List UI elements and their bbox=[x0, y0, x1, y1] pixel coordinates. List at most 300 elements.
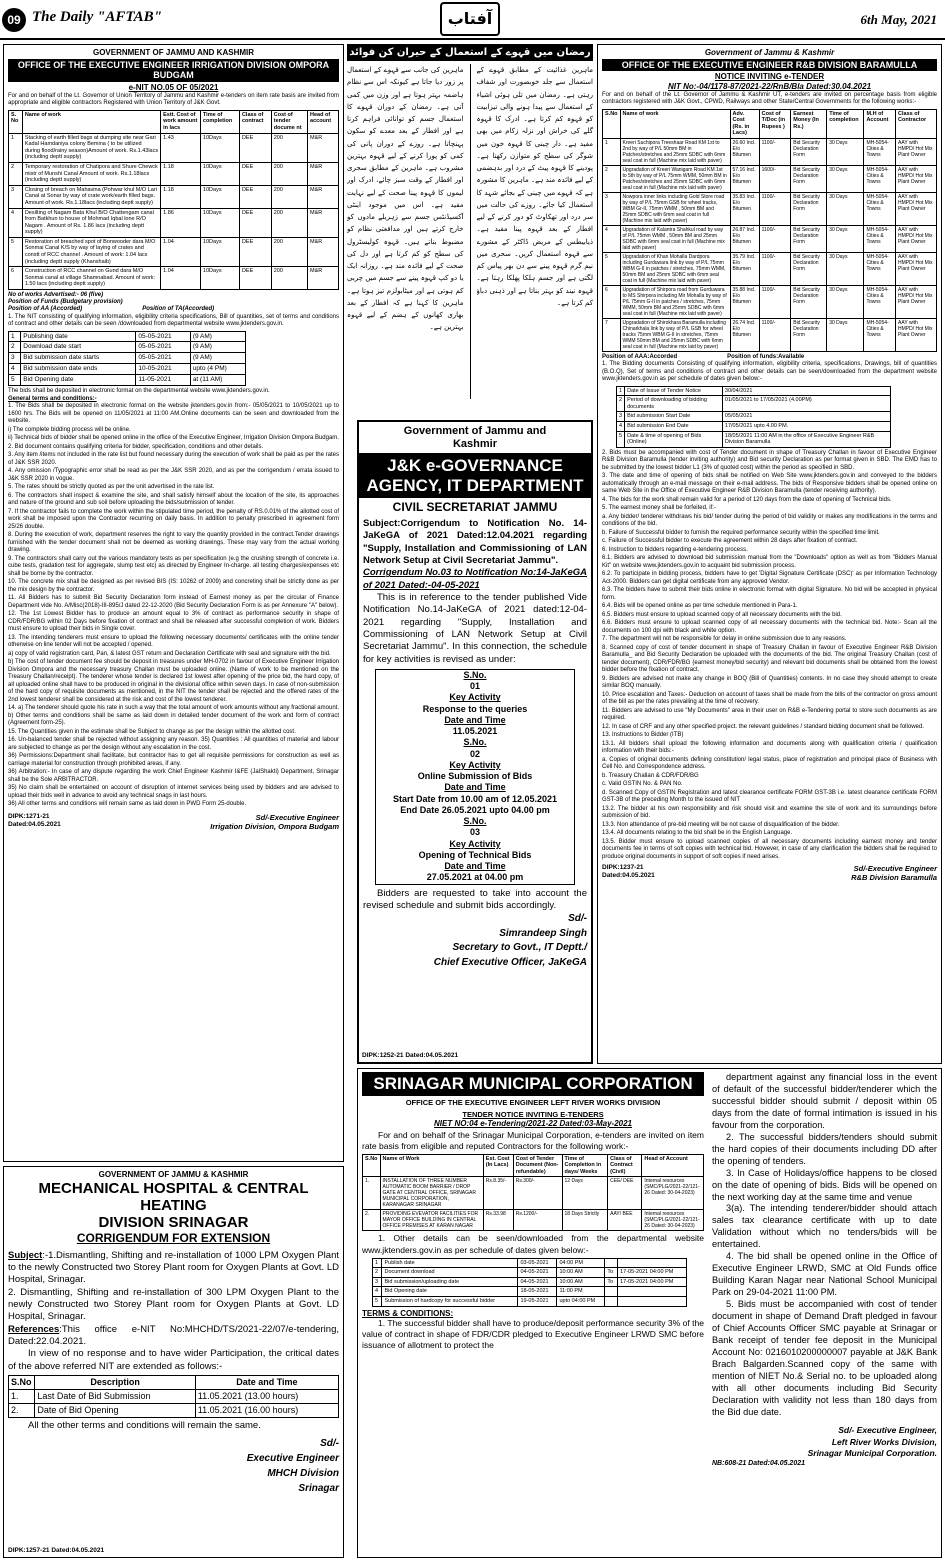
table-cell bbox=[605, 1296, 618, 1306]
table-cell: MH-5054-Cities & Towns bbox=[864, 285, 896, 318]
schedule-no-2: 02 bbox=[469, 748, 480, 759]
table-cell: 3 bbox=[9, 185, 23, 208]
term-paragraph: 6.4. Bids will be opened online as per time schedule mentioned in Para-1. bbox=[602, 603, 798, 610]
table-cell: 01/05/2021 to 17/05/2021 (4.00PM) bbox=[722, 396, 890, 412]
table-row bbox=[9, 208, 339, 237]
table-cell: 04-05-2021 bbox=[518, 1268, 557, 1278]
table-row bbox=[617, 396, 891, 412]
mech-sig2: MHCH Division bbox=[267, 1467, 339, 1479]
schedule-key-activity-label: Key Activity bbox=[449, 692, 501, 703]
table-cell: 1.86 bbox=[161, 208, 201, 237]
table-cell: 1 bbox=[603, 138, 621, 165]
term-paragraph: 11. All Bidders has to submit Bid Security Declaration form instead of Earnest money as per the circular of Finance Department vide No. A/Misc(2018)-III-895/J dated 22-12-2020 (Bid Security Declaration Form is as per Annexure "A" below). bbox=[8, 595, 339, 609]
table-cell bbox=[605, 1258, 618, 1268]
jkega-sig1: Secretary to Govt., IT Deptt./ bbox=[452, 942, 587, 954]
column-header: S.No bbox=[363, 1154, 381, 1177]
term-paragraph: 36) Permissions:Department shall facilitate, but contractor has to get all requisite permissions for construction as well as carriage material for construction through prohibited areas, if any. bbox=[8, 753, 339, 767]
table-cell: at (11 AM) bbox=[190, 374, 246, 385]
table-cell: 35.88 Incl. E/o Bitumen bbox=[730, 285, 759, 318]
schedule-sno-label: S.No. bbox=[463, 669, 487, 680]
table-cell: AAY with HMPD/ Hot Mix Plant Owner bbox=[896, 252, 937, 285]
term-paragraph: 1. The Bids shall be deposited in electronic format on the website jktenders.gov.in from:- 05/05/2021 to 10/05/2021 up to 1600 hrs. The Bids will be opened on 11/05/2021 at 11:00 AM.Online documents can be seen and downloaded from the website. bbox=[8, 403, 339, 425]
table-cell: 05-05-2021 bbox=[136, 353, 190, 364]
term-paragraph: 7. If the contractor fails to complete the work within the stipulated time period, the penalty of RS.0.01% of the allotted cost of work shall be imposed upon the Contractor recurring on daily basis. In addition to penalty prescribed in agreement form 25/26 double. bbox=[8, 508, 339, 530]
table-cell: 2 bbox=[617, 396, 625, 412]
smc-tc1: 1. The successful bidder shall have to produce/deposit performance security 3% of the value of contract in shape of FDR/CDR pledged to Executive Engineer LRWD SMC before issuance of allotment to protect the bbox=[362, 1318, 704, 1351]
schedule-activity-2: Online Submission of Bids bbox=[417, 771, 533, 782]
table-row bbox=[9, 133, 339, 162]
table-cell: Publish date bbox=[382, 1258, 518, 1268]
table-cell: 200 bbox=[271, 133, 307, 162]
term-paragraph: 7. The department will not be responsible for delay in online submission due to any reasons. bbox=[602, 636, 847, 643]
table-cell: DEE bbox=[239, 162, 271, 185]
table-cell: AAY/ BEE bbox=[608, 1210, 642, 1231]
mech-other: All the other terms and conditions will remain the same. bbox=[28, 1419, 261, 1431]
term-paragraph: 35) No claim shall be entertained on account of disruption of internet services being used by bidders and are advised to upload their bids well in advance to avoid any technical snags in last hours. bbox=[8, 785, 339, 799]
table-cell: M&R bbox=[308, 133, 339, 162]
table-row bbox=[603, 165, 937, 192]
irrigation-tender-notice bbox=[3, 44, 344, 1162]
table-cell: 30 Days bbox=[827, 192, 864, 225]
term-paragraph: 2. The successful bidders/tenders should submit the hard copies of their documents including DD after the opening of tenders. bbox=[712, 1131, 937, 1166]
mech-sig3: Srinagar bbox=[298, 1482, 339, 1494]
table-cell: 05-05-2021 bbox=[136, 331, 190, 342]
table-cell: Date & time of opening of Bids (Online) bbox=[625, 431, 723, 447]
table-cell: AAY with HMPD/ Hot Mix Plant Owner bbox=[896, 285, 937, 318]
table-cell: 5 bbox=[9, 374, 21, 385]
irrigation-para1: 1. The NIT consisting of qualifying information, eligibility criteria specifications, Bill of quantities, set of terms and conditions of contract and other details can be seen /downloaded from departmental website www.jktenders.gov.in. bbox=[8, 313, 339, 328]
term-paragraph: 3(a). The intending tenderer/bidder should attach sales tax clearance certificate with up to date Validation without which no tenders/bids will be entertained. bbox=[712, 1203, 937, 1250]
jkega-corrigendum-notice bbox=[357, 420, 593, 1064]
schedule-no-1: 01 bbox=[469, 681, 480, 692]
term-paragraph: 4. Any omission /Typographic error shall be read as per the J&K SSR 2020, and as per the corrigendum / errata issued to J&K SSR 2020 in vogue. bbox=[8, 468, 339, 482]
table-cell: DEE bbox=[239, 185, 271, 208]
table-cell: 30 Days bbox=[827, 165, 864, 192]
table-cell: M&R bbox=[308, 162, 339, 185]
smc-tc-head: TERMS & CONDITIONS: bbox=[362, 1308, 454, 1318]
mech-sd: Sd/- bbox=[320, 1437, 339, 1449]
mech-th-date: Date and Time bbox=[195, 1376, 338, 1390]
table-cell: (9 AM) bbox=[190, 342, 246, 353]
schedule-activity-3: Opening of Technical Bids bbox=[418, 849, 532, 860]
mech-dipk: DIPK:1257-21 Dated:04.05.2021 bbox=[8, 1547, 105, 1555]
table-row bbox=[373, 1287, 687, 1297]
schedule-sno-label: S.No. bbox=[463, 737, 487, 748]
term-paragraph: 14. a) The tenderer should quote his rate in such a way that the total amount of work amounts without any fractional amount. b) Other terms and conditions shall be same as laid down in detailed tender document of the work and form of contract (Agreement form-25). bbox=[8, 705, 339, 727]
table-cell: 35.83 Incl. E/o Bitumen bbox=[730, 192, 759, 225]
jkega-body: This is in reference to the tender published Vide Notification No.14-JaKeGA of 2021 dated:12-04-2021 regarding "Supply, Installation and Commissioning of LAN Network Setup at Civil Secretariat Jammu". In this connection, the schedule for key activities is revised as under: bbox=[363, 591, 587, 665]
table-cell: MH-5054-Cities & Towns bbox=[864, 225, 896, 252]
term-paragraph: d. Scanned Copy of GSTIN Registration and latest clearance certificate FORM GST-3B i.e. latest clearance certificate FORM GST-3B of the preceding Month to the issued of NIT bbox=[602, 789, 937, 804]
table-cell: Bid Security Declaration Form bbox=[791, 225, 827, 252]
column-header: Head of Account bbox=[642, 1154, 704, 1177]
irrigation-works-table bbox=[8, 110, 339, 290]
term-paragraph: a. Copies of original documents defining constitution/ legal status, place of registration and principal place of Business with Cell No. and Correspondence address. bbox=[602, 756, 937, 771]
smc-right-column bbox=[712, 1072, 937, 1469]
column-header: Head of account bbox=[308, 110, 339, 133]
table-cell: 4 bbox=[9, 363, 21, 374]
term-paragraph: department against any financial loss in the event of default of the successful bidder/tenderer which the successful bidder should submit / deposit within 05 days from the date of formal intimation is issued in his favour from the corporation. bbox=[712, 1072, 937, 1130]
rb-intro: For and on behalf of the Lt. Governor of Jammu & Kashmir UT, e-tenders are invited on percentage basis from eligible contractors registered with J&K Govt., CPWD, Railways and other State/Central Governments for the following works:- bbox=[602, 91, 937, 106]
table-cell: 200 bbox=[271, 185, 307, 208]
table-cell: 30 Days bbox=[827, 285, 864, 318]
urdu-column-right: ماہرین غذائیت کے مطابق قہوے کے استعمال سے جلد خوبصورت اور شفاف رہتی ہے۔ رمضان میں تلی ہوئی اشیاء کے استعمال سے پیدا ہونے والی تیزابیت کو قہوہ کم کرتا ہے۔ ادرک کا قہوہ گلے کی خراش اور نزلہ زکام میں بھی مفید ہے۔ دار چینی کا قہوہ خون میں شوگر کی سطح کو متوازن رکھتا ہے۔ پودینے کا قہوہ پیٹ کے درد اور بدہضمی کے لیے فائدہ مند ہے۔ ماہرین کا مشورہ ہے کہ قہوے میں چینی کے بجائے شہد کا استعمال کیا جائے۔ روزے کی حالت میں سر درد اور تھکاوٹ کو دور کرنے کے لیے افطار کے بعد قہوہ پینا مفید ہے۔ ذیابیطس کے مریض ڈاکٹر کے مشورے سے قہوہ استعمال کریں۔ سحری میں نیم گرم قہوہ پینے سے دن بھر پیاس کم لگتی ہے اور جسم ہلکا پھلکا رہتا ہے۔ قہوہ نیند کو بہتر بناتا ہے اور ذہنی دباؤ کم کرتا ہے۔ bbox=[476, 66, 593, 307]
table-cell: 1100/- bbox=[759, 192, 791, 225]
table-row bbox=[603, 225, 937, 252]
table-cell: Bid Security Declaration Form bbox=[791, 192, 827, 225]
table-row: 2. Date of Bid Opening 11.05.2021 (16.00 hours) bbox=[9, 1403, 339, 1417]
table-cell: 18-05-2021 bbox=[518, 1287, 557, 1297]
term-paragraph: 6.2. To participate in bidding process, bidders have to get 'Digital Signature Certificate (DSC)' as per Information Technology Act-2000. Bidders can get digital certificate from any approved Vendor. bbox=[602, 571, 937, 585]
schedule-date-2b: End Date 26.05.2021 upto 04.00 pm bbox=[400, 804, 550, 815]
irrigation-terms bbox=[8, 403, 339, 809]
table-cell: DEE bbox=[239, 208, 271, 237]
table-cell: DEE bbox=[239, 133, 271, 162]
irrigation-ta: Position of TA(Accorded) bbox=[142, 306, 215, 313]
rb-para1: 1. The Bidding documents Consisting of qualifying information, eligibility criteria, specifications, Drawings, bill of quantities (B.O.Q), Set of terms and conditions of contract and other details can be seen/downloaded from the department website www.jktenders.gov.in as per schedule of dates given below:- bbox=[602, 361, 937, 383]
table-cell: 1. bbox=[363, 1177, 381, 1210]
table-cell: 2 bbox=[9, 342, 21, 353]
term-paragraph: b. Treasury Challan & CDR/FDR/BG bbox=[602, 772, 699, 779]
table-cell: 3 bbox=[9, 353, 21, 364]
table-cell: Temporary restoration of Chatipora and Shure Chewck mistr of Munshi Canal Amount of work. Rs.1.18lacs (including deptt supply) bbox=[22, 162, 160, 185]
table-cell: Closing of breach on Mahavina (Pohwar khul M/O Lari Canal at Sonar by way of crate work/earth filled bags. Amount of work. Rs.1.18lacs (including deptt supply) bbox=[22, 185, 160, 208]
term-paragraph: 3. In Case of Holidays/office happens to be closed on the date of opening of bids. Bids will be opened on the next working day at the same time and venue bbox=[712, 1167, 937, 1202]
rb-nit: NIT No:-04/1178-87/2021-22/RnB/Bla Dated:30.04.2021 bbox=[667, 81, 872, 91]
table-cell: 05-05-2021 bbox=[136, 342, 190, 353]
schedule-activity-1: Response to the queries bbox=[422, 703, 528, 714]
table-cell: 1100/- bbox=[759, 252, 791, 285]
column-header: Cost of Tender Document (Non-refundable) bbox=[513, 1154, 562, 1177]
term-paragraph: 3. Any item /items not included in the rate list but found necessary during the execution of work shall be paid as per the rates of J&K SSR 2020. bbox=[8, 452, 339, 466]
jkega-title3: CIVIL SECRETARIAT JAMMU bbox=[392, 500, 558, 515]
table-cell: Construction of RCC channel on Gund dara M/O Sonmai canal at village Shamnabad. Amount of work: 1.50 lacs (including deptt supply) bbox=[22, 267, 160, 290]
table-row bbox=[617, 431, 891, 447]
table-cell: 4 bbox=[617, 422, 625, 432]
table-cell: 17/05/2021 upto 4.00 PM. bbox=[722, 422, 890, 432]
term-paragraph: 6. Instruction to bidders regarding e-tendering process. bbox=[602, 546, 748, 553]
table-cell bbox=[618, 1287, 687, 1297]
table-cell: Upgradation of Khan Mohalla Dardpora including Gurduwara link by way of P/L 75mm WBM G-II in patches / stretches, 75mm WMM, 50mm BM and 25mm SDBC with 6mm seal coat in full (Machine mix laid with paver) bbox=[620, 252, 730, 285]
schedule-date-label: Date and Time bbox=[444, 782, 506, 793]
term-paragraph: 8. Scanned copy of cost of tender document in shape of Treasury Challan in favour of Executive Engineer R&B Division Baramulla_ and Bid Security Declaration be uploaded with the documents of the bid. The original Treasury Challan (cost of tender document), CDR/FDR/BG (earnest money/bid security) and relevant bid documents shall be obtained from the lowest bidder before the fixation of contract. bbox=[602, 644, 937, 674]
table-row bbox=[603, 285, 937, 318]
table-row bbox=[9, 353, 246, 364]
table-cell: MH-5054-Cities & Towns bbox=[864, 138, 896, 165]
term-paragraph: 5. Bids must be accompanied with cost of tender document in shape of Demand Draft pledged in favour of Chief Accounts Officer SMC payable at Srinagar or Bank receipt of tender fee deposit in the Municipal Account No: 0216010200000007 payable at J&K Bank Brach Balgarden.Scanned copy of the same with mention of NIET No.& Serial no. to be uploaded along with all other documents including Bid Security Declaration with validity not less than 180 days from the Bid due date. bbox=[712, 1299, 937, 1417]
term-paragraph: b. Failure of Successful bidder to furnish the required performance security within the specified time limit. bbox=[602, 529, 880, 536]
jkega-sd: Sd/- bbox=[568, 913, 587, 925]
table-cell: Upgradation of Shirpora road from Gurduwara to MS Shirpora including Mir Mohalla by way of P/L 75mm G-II in patches / stretches, 75mm WMM, 50mm BM and 25mm SDBC with 6mm seal coat in full (Machine mix laid with paver) bbox=[620, 285, 730, 318]
table-cell: MH-5054-Cities & Towns bbox=[864, 192, 896, 225]
mech-th-desc: Description bbox=[35, 1376, 195, 1390]
table-cell: M&R bbox=[308, 237, 339, 266]
table-cell: To bbox=[605, 1268, 618, 1278]
jkega-title1: J&K e-GOVERNANCE bbox=[387, 456, 563, 476]
smc-office: OFFICE OF THE EXECUTIVE ENGINEER LEFT RIVER WORKS DIVISION bbox=[405, 1098, 661, 1107]
table-cell: AAY with HMPD/ Hot Mix Plant Owner bbox=[896, 192, 937, 225]
irrigation-sig2: Irrigation Division, Ompora Budgam bbox=[210, 821, 339, 831]
table-cell: 1600/- bbox=[759, 165, 791, 192]
mech-title2: DIVISION SRINAGAR bbox=[98, 1214, 249, 1232]
table-cell: Desilting of Nagam Bata Khul B/O Chattengam canal from Batkhun to house of Mohmad Iqbal lone R/O Nagam . Amount of Rs. 1.86 lacs (including deptt supply) bbox=[22, 208, 160, 237]
table-cell: AAY with HMPD/ Hot Mix Plant Owner bbox=[896, 165, 937, 192]
column-header: Name of Work bbox=[380, 1154, 483, 1177]
table-cell: 1.43 bbox=[161, 133, 201, 162]
table-row bbox=[603, 138, 937, 165]
smc-tender-notice bbox=[357, 1068, 942, 1558]
table-cell: 1.04 bbox=[161, 237, 201, 266]
table-cell: 03-05-2021 bbox=[518, 1258, 557, 1268]
term-paragraph: 3. The date and time of opening of bids shall be notified on Web Site www.jktenders.gov.in and conveyed to the bidders automatically through an e-mail message on their e-mail address. The bids of Responsive bidders shall be opened online on same Web Site in the Office of Executive Engineer R&B Division Baramulla (tender receiving authority). bbox=[602, 473, 937, 495]
term-paragraph: 6.3. The bidders have to submit their bids online in electronic format with digital Signature. No bid will be accepted in physical form. bbox=[602, 587, 937, 601]
term-paragraph: 5. The rates should be strictly quoted as per the unit advertised in the rate list. bbox=[8, 484, 215, 491]
schedule-date-2a: Start Date from 10.00 am of 12.05.2021 bbox=[392, 793, 558, 804]
irrigation-dated: Dated:04.05.2021 bbox=[8, 820, 61, 828]
table-cell: 1.18 bbox=[161, 162, 201, 185]
table-cell: Rs.33.98 bbox=[483, 1210, 513, 1231]
schedule-sno-label: S.No. bbox=[463, 816, 487, 827]
table-cell: 10Days bbox=[200, 185, 239, 208]
mech-ref: :This office e-NIT No:MHCHD/TS/2021-22/07/e-tendering, Dated:22.04.2021. bbox=[8, 1323, 339, 1348]
table-row bbox=[9, 267, 339, 290]
table-row bbox=[9, 374, 246, 385]
column-header: Est. Cost (In Lacs) bbox=[483, 1154, 513, 1177]
column-header: Class of contract bbox=[239, 110, 271, 133]
term-paragraph: ii) Technical bids of bidder shall be opened online in the office of the Executive Engineer, Irrigation Division Ompora Budgam. bbox=[8, 435, 339, 442]
table-cell: Bid submission Start Date bbox=[625, 412, 723, 422]
schedule-key-activity-label: Key Activity bbox=[449, 838, 501, 849]
table-cell: 05/05/2021 bbox=[722, 412, 890, 422]
term-paragraph: 13. The intending tenderers must ensure to upload the following necessary documents/ certificates with the online tender otherwise on line tender will not be accepted / opened. bbox=[8, 634, 339, 649]
term-paragraph: 12. The 1st Lowest Bidder has to produce an amount equal to 3% of contract as performance security in shape of CDR/FDR/BG within 02 Days before fixation of contract and shall be released after successful completion of work. Bidders must ensure to upload their bids in Single cover. bbox=[8, 611, 339, 633]
table-cell: Upgradation of Kalantra Shahkul road by way of P/L 75mm WMM , 50mm BM and 25mm SDBC with 6mm seal coat in full (Machine mix laid with paver) bbox=[620, 225, 730, 252]
table-cell: 1 bbox=[9, 133, 23, 162]
column-header: Class of Contractor bbox=[896, 109, 937, 138]
table-cell: 200 bbox=[271, 208, 307, 237]
table-cell: Restoration of breached spot of Bonwooder dara M/O Sonmai Canal K/S by way of laying of crates and constt of RCC channel . Amount of work: 1.04 lacs (including deptt supply (Khanshaib) bbox=[22, 237, 160, 266]
column-header: Earnest Money (In Rs.) bbox=[791, 109, 827, 138]
rb-fundpos: Position of funds:Available bbox=[727, 353, 805, 360]
table-cell: Bid Security Declaration Form bbox=[791, 318, 827, 351]
schedule-date-label: Date and Time bbox=[444, 861, 506, 872]
table-cell bbox=[605, 1287, 618, 1297]
table-cell: Bid Opening date bbox=[21, 374, 136, 385]
table-cell: Period of downloading of bidding documents bbox=[625, 396, 723, 412]
term-paragraph: 6.5. Bidders must ensure to upload scanned copy of all necessary documents with the bid. bbox=[602, 611, 842, 618]
masthead-logo: آفتاب bbox=[440, 2, 500, 36]
smc-dates-table bbox=[372, 1258, 687, 1307]
table-cell: upto 04:00 PM bbox=[557, 1296, 605, 1306]
term-paragraph: c. Valid GSTIN No. & PAN No. bbox=[602, 781, 683, 788]
irrigation-office: OFFICE OF THE EXECUTIVE ENGINEER IRRIGATION DIVISION OMPORA BUDGAM bbox=[8, 59, 339, 83]
jkega-subject: Subject:Corrigendum to Notification No. 14-JaKeGA of 2021 Dated:12.04.2021 regarding "Supply, Installation and Commissioning of LAN Network Setup at Civil Secretariat Jammu". bbox=[363, 517, 587, 566]
table-cell: 18/05/2021 11:00 AM in the office of Executive Engineer R&B Division Baramulla bbox=[722, 431, 890, 447]
table-row bbox=[617, 386, 891, 396]
table-cell: 10:00 AM bbox=[557, 1268, 605, 1278]
table-cell: 10Days bbox=[200, 133, 239, 162]
table-cell: M&R bbox=[308, 185, 339, 208]
rb-aaa: Position of AAA:Accorded bbox=[602, 353, 678, 360]
jkega-sig2: Chief Executive Officer, JaKeGA bbox=[433, 956, 587, 968]
table-cell: 11-05-2021 bbox=[136, 374, 190, 385]
table-cell: Kreeri Suchipora Treeshaar Road KM 1st to 2nd by way of P/L 50mm BM in Patches/stretches and 25mm SDBC with 6mm seal coat in full (Machine mix laid with paver) bbox=[620, 138, 730, 165]
table-cell: 30 Days bbox=[827, 138, 864, 165]
table-row bbox=[373, 1277, 687, 1287]
column-header: Adv. Cost (Rs. in Lacs) bbox=[730, 109, 759, 138]
table-cell: 3 bbox=[617, 412, 625, 422]
rb-tender-notice bbox=[597, 44, 942, 1064]
schedule-date-1: 11.05.2021 bbox=[452, 726, 498, 737]
term-paragraph: 13.5. Bidder must ensure to upload scanned copies of all necessary documents including earnest money and tender documents fee in terms of soft copies with technical bid. However, in case of any clarification the bidders shall be required to produce original documents in support of soft copies if need arises. bbox=[602, 838, 937, 860]
mech-dates-table bbox=[8, 1375, 339, 1417]
term-paragraph: 16. Un-balanced tender shall be rejected without assigning any reason. 35) Quantities : All quantities of material and labour are subjected to change as per the design without any escalation in the cost. bbox=[8, 737, 339, 751]
rb-sig2: R&B Division Baramulla bbox=[851, 873, 937, 883]
table-row bbox=[603, 318, 937, 351]
table-cell: AAY with HMPD/ Hot Mix Plant Owner bbox=[896, 225, 937, 252]
table-cell: Submission of hardcopy for successful bidder bbox=[382, 1296, 518, 1306]
smc-sig2: Left River Works Division, bbox=[831, 1436, 937, 1447]
table-cell: Stacking of earth filled bags at dumping site near Gari Kadal Hamdaniya colony Bemina ( to be utilized during flood/rainy season)Amount of work. Rs.1.43lacs (including deptt supply) bbox=[22, 133, 160, 162]
table-cell: 1100/- bbox=[759, 138, 791, 165]
column-header: Cost of T/Doc (in Rupees ) bbox=[759, 109, 791, 138]
jkega-closing: Bidders are requested to take into account the revised schedule and submit bids accordingly. bbox=[363, 887, 587, 912]
table-cell: 10:00 AM bbox=[557, 1277, 605, 1287]
table-cell: 1.18 bbox=[161, 185, 201, 208]
table-cell: 1.04 bbox=[161, 267, 201, 290]
table-cell: Bid submission End Date bbox=[625, 422, 723, 432]
table-cell: INSTALLATION OF THREE NUMBER AUTOMATIC BOOM BARRIER / DROP GATE AT CENTRAL OFFICE, SRINAGAR MUNICIPAL CORPORATION, KARANAGAR SRINAGAR bbox=[380, 1177, 483, 1210]
rb-sig1: Sd/-Executive Engineer bbox=[853, 864, 937, 874]
table-row bbox=[9, 162, 339, 185]
table-cell: 30/04/2021 bbox=[722, 386, 890, 396]
irrigation-dipk: DIPK:1271-21 bbox=[8, 812, 50, 820]
table-cell: 1100/- bbox=[759, 285, 791, 318]
table-cell: Internal resources (SMC/PLG/2021-22/121-26 Dated: 30-04-2023) bbox=[642, 1177, 704, 1210]
term-paragraph: c. Failure of Successful bidder to execute the agreement within 28 days after fixation of contract. bbox=[602, 538, 858, 545]
table-cell: Upgradation of Kreeri Wanigam Road KM 1st to 5th by way of P/L 75mm WMM, 50mm BM in Patches/stretches and 25mm SDBC with 6mm seal coat in full (Machine mix laid with paver) bbox=[620, 165, 730, 192]
table-cell: 10Days bbox=[200, 267, 239, 290]
mech-govt: GOVERNMENT OF JAMMU & KASHMIR bbox=[98, 1170, 249, 1179]
term-paragraph: a) copy of valid registration card, Pan, & latest GST return and Declaration Certificate with seal and signature with the bid. bbox=[8, 650, 331, 657]
term-paragraph: 15. The Quantities given in the estimate shall be Subject to change as per the design within the allotted cost. bbox=[8, 728, 296, 735]
table-cell: Bid Security Declaration Form bbox=[791, 138, 827, 165]
irrigation-funds: Position of Funds (Budgetary provision) bbox=[8, 299, 123, 306]
jkega-title2: AGENCY, IT DEPARTMENT bbox=[366, 475, 584, 495]
table-cell: 10Days bbox=[200, 237, 239, 266]
table-cell: Document download bbox=[382, 1268, 518, 1278]
table-cell: 5 bbox=[603, 252, 621, 285]
table-cell: 200 bbox=[271, 162, 307, 185]
rb-office: OFFICE OF THE EXECUTIVE ENGINEER R&B DIVISION BARAMULLA bbox=[602, 59, 937, 72]
term-paragraph: 4. The bid shall be opened online in the Office of Executive Engineer LRWD, SMC at Old Funds office Building Karan Nagar near National School Municipal Park on 29-04-2021 11:00 PM. bbox=[712, 1251, 937, 1298]
term-paragraph: 6. The contractors shall inspect & examine the site, and shall satisfy himself about the location of the site, its approaches and nature of the ground and sub soil before uploading the bids/submission of tender. bbox=[8, 492, 339, 507]
table-cell: Bid Security Declaration Form bbox=[791, 285, 827, 318]
rb-works-table bbox=[602, 109, 937, 352]
term-paragraph: b) The cost of tender document fee should be deposit in treasures under MH-0702 in favour of Executive Engineer Irrigation Division Ompora and the necessary treasury Challan must be uploaded online. (Name of work to be mentioned on the Treasury Challan/receipt). The tenderer whose tender is declared 1st lowest after opening of the price bid, the hard copy, of all uploaded online shall have to be produced in original in the divisional office within seven days. In case of non-submission of the hard copy of requisite documents as mentioned, in the NIT the tender shall be rejected and the offered rates of the 2nd lowest tenderer shall be considered at the risk and cost of the lowest tenderer. bbox=[8, 659, 339, 703]
jkega-schedule bbox=[375, 669, 575, 885]
smc-niet: NIET NO:04 e-Tendering/2021-22 Dated:03-May-2021 bbox=[434, 1119, 632, 1128]
table-cell: 18 Days Strictly bbox=[562, 1210, 608, 1231]
table-cell: Date of Issue of Tender Notice bbox=[625, 386, 723, 396]
issue-date: 6th May, 2021 bbox=[860, 12, 937, 27]
table-row bbox=[617, 412, 891, 422]
column-header: S.No bbox=[603, 109, 621, 138]
table-cell: 30 Days bbox=[827, 225, 864, 252]
schedule-date-label: Date and Time bbox=[444, 714, 506, 725]
table-cell: Rs.8.35/- bbox=[483, 1177, 513, 1210]
smc-para1: 1. Other details can be seen/downloaded from the departmental website www.jktenders.gov.in as per schedule of dates given below:- bbox=[362, 1233, 704, 1255]
table-cell: Bid submission date starts bbox=[21, 353, 136, 364]
irrigation-deposit: The bids shall be deposited in electronic format on the departmental website www.jktenders.gov.in. bbox=[8, 387, 270, 394]
irrigation-sig1: Sd/-Executive Engineer bbox=[255, 812, 339, 822]
jkega-corr: Corrigendum No.03 to Notification No:14-JaKeGA of 2021 Dated:-04-05-2021 bbox=[363, 567, 587, 591]
term-paragraph: 12. In case of CRF and any other specified project. the relevant guidelines / standard bidding document shall be followed. bbox=[602, 723, 924, 730]
table-cell: Bid Security Declaration Form bbox=[791, 165, 827, 192]
term-paragraph: 8. During the execution of work, department reserves the right to vary the quantity provided in the contract.Tender drawings furnished with the tender document shall not be deemed as working drawings. These may vary from the actual working drawing. bbox=[8, 532, 339, 554]
table-row bbox=[373, 1258, 687, 1268]
column-header: Time of completion bbox=[827, 109, 864, 138]
table-cell: Rs.1200/- bbox=[513, 1210, 562, 1231]
irrigation-works-count: No of works Advertised:- 06 (five) bbox=[8, 292, 104, 299]
table-cell: 7 bbox=[603, 318, 621, 351]
mech-title1: MECHANICAL HOSPITAL & CENTRAL HEATING bbox=[38, 1179, 309, 1214]
table-cell: DEE bbox=[239, 237, 271, 266]
table-cell: 26.74 Incl. E/o Bitumen bbox=[730, 318, 759, 351]
table-cell: Bid Opening date bbox=[382, 1287, 518, 1297]
table-cell: 200 bbox=[271, 267, 307, 290]
term-paragraph: a. Any bidder/ tenderer withdraws his bid/ tender during the period of bid validity or makes any modifications in the terms and conditions of the bid. bbox=[602, 513, 937, 528]
irrigation-dates-table bbox=[8, 331, 246, 386]
mech-subject: :-1.Dismantling, Shifting and re-installation of 1000 LPM Oxygen Plant to the newly Constructed two Storey Plant room for Oxygen Plants at Govt. LD Hospital, Srinagar. bbox=[8, 1249, 339, 1286]
table-row bbox=[373, 1268, 687, 1278]
term-paragraph: 6.1. Bidders are advised to download bid submission manual from the "Downloads" option as well as from "Bidders Manual Kit" on website www.jktenders.gov.in to acquaint bid submission process. bbox=[602, 555, 937, 569]
table-row bbox=[9, 237, 339, 266]
term-paragraph: i) The complete bidding process will be online. bbox=[8, 426, 131, 433]
mech-subject-label: Subject bbox=[8, 1249, 43, 1261]
table-cell: Bid submission date ends bbox=[21, 363, 136, 374]
column-header: Estt. Cost of work amount in lacs bbox=[161, 110, 201, 133]
smc-nb: NB:608-21 Dated:04.05.2021 bbox=[712, 1460, 805, 1468]
term-paragraph: 4. The bids for the work shall remain valid for a period of 120 days from the date of opening of Technical bids. bbox=[602, 496, 892, 503]
table-cell: 5 bbox=[373, 1296, 382, 1306]
table-cell: 57.16 Incl. E/o Bitumen bbox=[730, 165, 759, 192]
table-cell: 6 bbox=[9, 267, 23, 290]
term-paragraph: 9. The contractors shall carry out the various mandatory tests as per specification (e.g the crushing strength of concrete i.e. cube tests, gradation test for aggregate, slump test etc) as directed by Engineer In-charge. all testing charges/expenses etc shall be borne by the contractor. bbox=[8, 555, 339, 577]
mech-para: In view of no response and to have wider Participation, the critical dates of the above referred NIT are extended as follows:- bbox=[8, 1348, 339, 1372]
table-cell: 1 bbox=[373, 1258, 382, 1268]
rb-notice: NOTICE INVITING e-TENDER bbox=[714, 72, 825, 82]
term-paragraph: 6.6. Bidders must ensure to upload scanned copy of all necessary documents with the technical bid. Note:- Scan all the documents on 100 dpi with black and white option. bbox=[602, 620, 937, 634]
table-cell: upto (4 PM) bbox=[190, 363, 246, 374]
table-cell bbox=[618, 1296, 687, 1306]
term-paragraph: 13.1. All bidders shall upload the following information and documents along with qualification criteria / qualification information with their bids:- bbox=[602, 740, 937, 755]
table-row bbox=[9, 331, 246, 342]
rb-govt: Government of Jammu & Kashmir bbox=[704, 48, 835, 57]
smc-title: SRINAGAR MUNICIPAL CORPORATION bbox=[362, 1072, 704, 1096]
table-row bbox=[363, 1210, 704, 1231]
table-cell: Bid submission/uploading date bbox=[382, 1277, 518, 1287]
term-paragraph: 10. The concrete mix shall be designed as per revised BIS (IS: 10262 of 2009) and concreting shall be strictly done as per the mix design by the contractor. bbox=[8, 579, 339, 593]
table-row bbox=[603, 192, 937, 225]
mech-item2: 2. Dismantling, Shifting and re-installation of 300 LPM Oxygen Plant to the newly Constructed two Storey Plant room for Oxygen Plants at Govt. LD Hospital, Srinagar. bbox=[8, 1286, 339, 1323]
table-cell: 04:00 PM bbox=[557, 1258, 605, 1268]
table-cell: Bid Security Declaration Form bbox=[791, 252, 827, 285]
term-paragraph: 5. The earnest money shall be forfeited, if:- bbox=[602, 505, 716, 512]
mech-ref-label: References bbox=[8, 1323, 60, 1335]
table-cell: Internal resources (SMC/PLG/2021-22/121-26 Dated: 30-04-2023) bbox=[642, 1210, 704, 1231]
column-header: Cost of tender docume nt bbox=[271, 110, 307, 133]
